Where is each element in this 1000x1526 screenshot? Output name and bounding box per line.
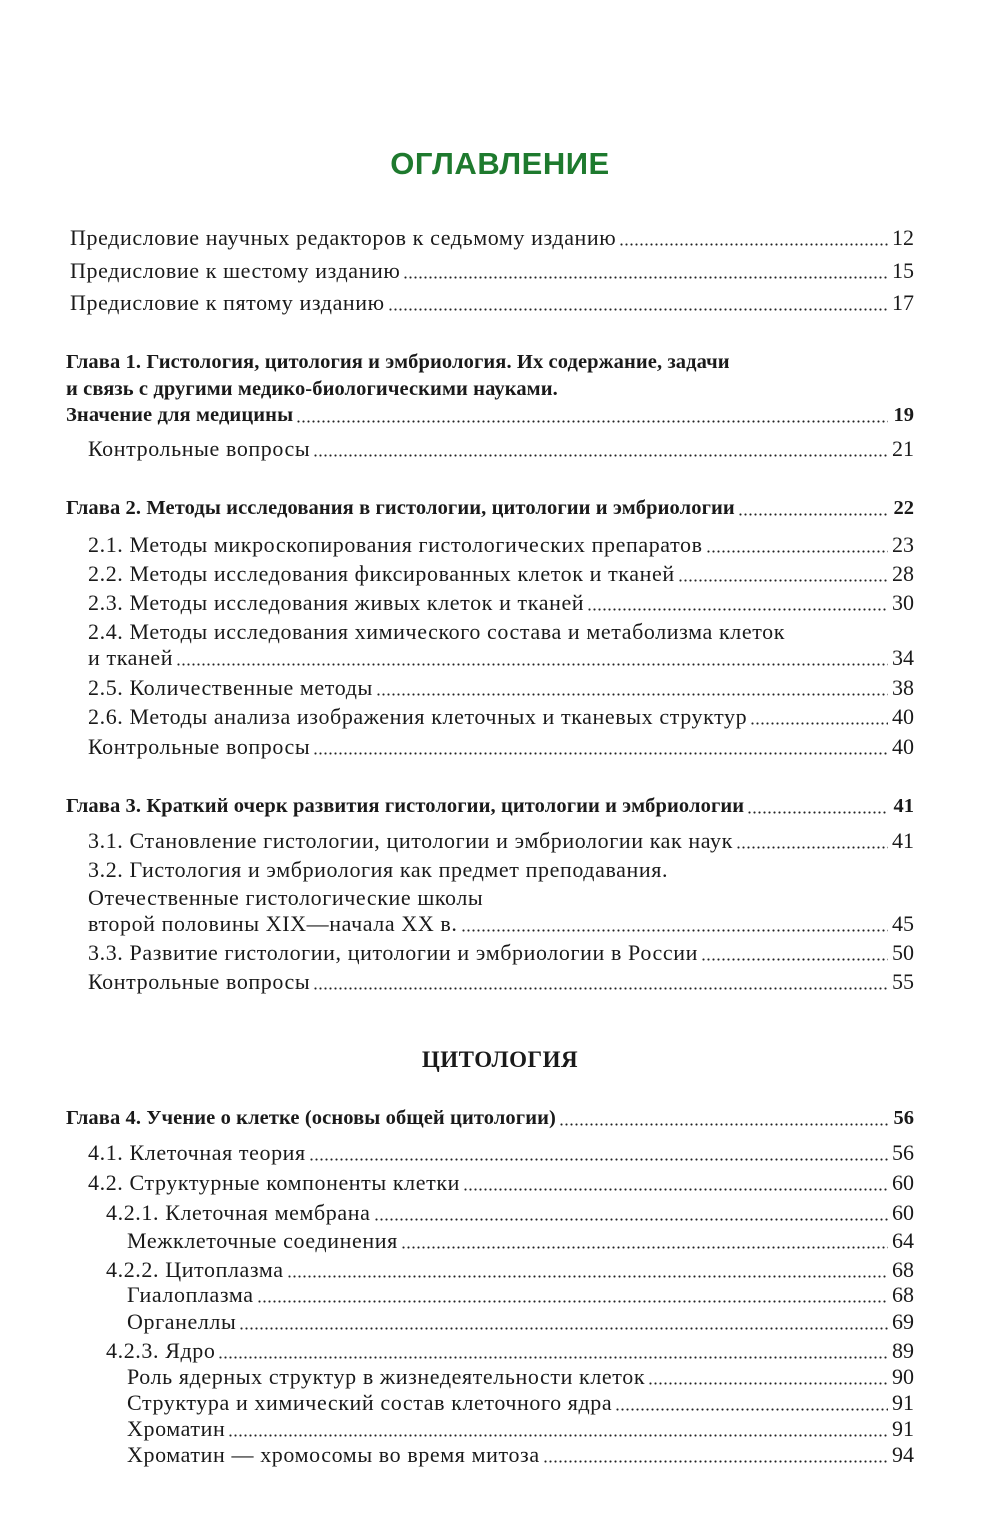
toc-page-number: 28 (892, 561, 914, 586)
toc-entry[interactable] (106, 1199, 914, 1227)
toc-entry-text: Контрольные вопросы (88, 734, 311, 759)
toc-entry-text: 2.1. Методы микроскопирования гистологических препаратов (88, 532, 703, 557)
dot-leader (287, 1270, 888, 1278)
chapter-3-entry[interactable] (66, 792, 914, 820)
toc-entry-line1: 2.4. Методы исследования химического состава и метаболизма клеток (88, 619, 786, 644)
toc-page-number: 21 (892, 436, 914, 461)
toc-entry-text: 3.3. Развитие гистологии, цитологии и эмбриологии в России (88, 940, 698, 965)
toc-entry[interactable] (127, 1441, 914, 1469)
toc-entry-text: Предисловие к пятому изданию (70, 290, 385, 315)
toc-entry-text: Органеллы (127, 1309, 237, 1334)
dot-leader (543, 1455, 888, 1463)
dot-leader (313, 982, 888, 990)
toc-page-number: 22 (893, 497, 914, 519)
toc-page-number: 60 (892, 1170, 914, 1195)
toc-page-number: 17 (892, 290, 914, 315)
dot-leader (461, 924, 888, 932)
dot-leader (701, 953, 888, 961)
toc-entry-text: Глава 2. Методы исследования в гистологии, цитологии и эмбриологии (66, 497, 735, 519)
toc-entry-text: Предисловие к шестому изданию (70, 258, 401, 283)
dot-leader (615, 1403, 888, 1411)
toc-entry[interactable] (88, 703, 914, 731)
toc-entry-text: 4.2.3. Ядро (106, 1338, 216, 1363)
toc-page-number: 68 (892, 1282, 914, 1307)
toc-entry[interactable] (127, 1227, 914, 1255)
toc-page-number: 90 (892, 1364, 914, 1389)
toc-entry-text: Глава 4. Учение о клетке (основы общей цитологии) (66, 1107, 556, 1129)
toc-entry[interactable] (106, 1337, 914, 1365)
toc-page-number: 69 (892, 1309, 914, 1334)
toc-entry-text: 4.2.1. Клеточная мембрана (106, 1200, 371, 1225)
dot-leader (463, 1183, 888, 1191)
toc-entry[interactable] (106, 1256, 914, 1284)
toc-entry-text: Предисловие научных редакторов к седьмому изданию (70, 225, 617, 250)
toc-entry[interactable] (70, 224, 914, 252)
toc-page-number: 12 (892, 225, 914, 250)
toc-entry-text: 4.1. Клеточная теория (88, 1140, 306, 1165)
dot-leader (257, 1295, 888, 1303)
dot-leader (239, 1322, 888, 1330)
page-title: ОГЛАВЛЕНИЕ (390, 146, 610, 181)
toc-page-number: 55 (892, 969, 914, 994)
dot-leader (309, 1153, 888, 1161)
dot-leader (218, 1351, 888, 1359)
toc-page-number: 91 (892, 1390, 914, 1415)
toc-entry-text: Межклеточные соединения (127, 1228, 398, 1253)
dot-leader (648, 1377, 888, 1385)
section-title: ЦИТОЛОГИЯ (421, 1047, 579, 1072)
toc-entry-line1: 3.2. Гистология и эмбриология как предмет преподавания. (88, 857, 669, 882)
toc-entry[interactable] (127, 1389, 914, 1417)
dot-leader (176, 658, 888, 666)
toc-entry-line2: Отечественные гистологические школы (88, 885, 484, 910)
toc-entry-text: 2.5. Количественные методы (88, 675, 373, 700)
chapter-4-entry[interactable] (66, 1104, 914, 1132)
toc-page-number: 40 (892, 704, 914, 729)
toc-entry[interactable] (127, 1281, 914, 1309)
dot-leader (587, 603, 888, 611)
toc-entry[interactable] (88, 1139, 914, 1167)
dot-leader (736, 841, 888, 849)
dot-leader (388, 303, 888, 311)
toc-entry-text: Значение для медицины (66, 404, 294, 426)
toc-page-number: 56 (892, 1140, 914, 1165)
toc-entry-text: Хроматин — хромосомы во время митоза (127, 1442, 540, 1467)
toc-entry-text: 2.6. Методы анализа изображения клеточных и тканевых структур (88, 704, 748, 729)
toc-entry[interactable] (127, 1308, 914, 1336)
chapter-2-entry[interactable] (66, 494, 914, 522)
dot-leader (678, 574, 888, 582)
toc-page-number: 23 (892, 532, 914, 557)
toc-entry[interactable] (127, 1415, 914, 1443)
toc-page-number: 15 (892, 258, 914, 283)
toc-entry-text: 2.2. Методы исследования фиксированных клеток и тканей (88, 561, 675, 586)
toc-page-number: 45 (892, 911, 914, 936)
dot-leader (738, 508, 888, 516)
toc-entry-text: Контрольные вопросы (88, 436, 311, 461)
dot-leader (747, 806, 888, 814)
dot-leader (296, 415, 888, 423)
toc-entry[interactable] (70, 257, 914, 285)
dot-leader (750, 717, 888, 725)
dot-leader (403, 271, 888, 279)
toc-entry[interactable] (88, 1169, 914, 1197)
toc-page-number: 94 (892, 1442, 914, 1467)
toc-entry[interactable] (88, 968, 914, 996)
toc-entry[interactable] (88, 435, 914, 463)
dot-leader (619, 238, 888, 246)
toc-entry-text: 4.2.2. Цитоплазма (106, 1257, 284, 1282)
toc-entry-text: Контрольные вопросы (88, 969, 311, 994)
toc-page-number: 89 (892, 1338, 914, 1363)
chapter-1-heading-line2: и связь с другими медико-биологическими науками. (66, 378, 558, 400)
toc-page-number: 68 (892, 1257, 914, 1282)
toc-entry-text: 3.1. Становление гистологии, цитологии и эмбриологии как наук (88, 828, 733, 853)
chapter-1-heading-line1: Глава 1. Гистология, цитология и эмбриология. Их содержание, задачи (66, 351, 730, 373)
toc-entry-text: и тканей (88, 645, 174, 670)
toc-page-number: 30 (892, 590, 914, 615)
toc-entry-text: 2.3. Методы исследования живых клеток и тканей (88, 590, 585, 615)
toc-entry[interactable] (88, 589, 914, 617)
toc-page-number: 64 (892, 1228, 914, 1253)
toc-page-number: 41 (892, 828, 914, 853)
toc-entry[interactable] (88, 531, 914, 559)
toc-page-number: 41 (893, 795, 914, 817)
toc-page-number: 91 (892, 1416, 914, 1441)
toc-entry[interactable] (70, 289, 914, 317)
toc-entry[interactable] (127, 1363, 914, 1391)
dot-leader (313, 449, 888, 457)
toc-entry[interactable] (88, 674, 914, 702)
toc-page-number: 40 (892, 734, 914, 759)
dot-leader (706, 545, 888, 553)
toc-page-number: 34 (892, 645, 914, 670)
dot-leader (376, 688, 888, 696)
dot-leader (559, 1118, 888, 1126)
toc-page-number: 50 (892, 940, 914, 965)
toc-entry[interactable] (88, 827, 914, 855)
toc-page-number: 60 (892, 1200, 914, 1225)
toc-entry-text: Хроматин (127, 1416, 226, 1441)
toc-entry[interactable] (88, 733, 914, 761)
toc-entry[interactable] (88, 560, 914, 588)
toc-entry-text: второй половины XIX—начала XX в. (88, 911, 458, 936)
toc-entry[interactable] (88, 910, 914, 938)
toc-page-number: 56 (893, 1107, 914, 1129)
toc-entry-text: Структура и химический состав клеточного ядра (127, 1390, 613, 1415)
toc-page-number: 19 (893, 404, 914, 426)
dot-leader (401, 1241, 888, 1249)
toc-entry-text: 4.2. Структурные компоненты клетки (88, 1170, 460, 1195)
toc-entry-text: Роль ядерных структур в жизнедеятельности клеток (127, 1364, 646, 1389)
chapter-1-entry[interactable] (66, 401, 914, 429)
toc-entry[interactable] (88, 644, 914, 672)
toc-page-number: 38 (892, 675, 914, 700)
toc-entry-text: Гиалоплазма (127, 1282, 254, 1307)
dot-leader (374, 1213, 889, 1221)
toc-entry-text: Глава 3. Краткий очерк развития гистологии, цитологии и эмбриологии (66, 795, 745, 817)
toc-entry[interactable] (88, 939, 914, 967)
dot-leader (228, 1429, 888, 1437)
dot-leader (313, 747, 888, 755)
